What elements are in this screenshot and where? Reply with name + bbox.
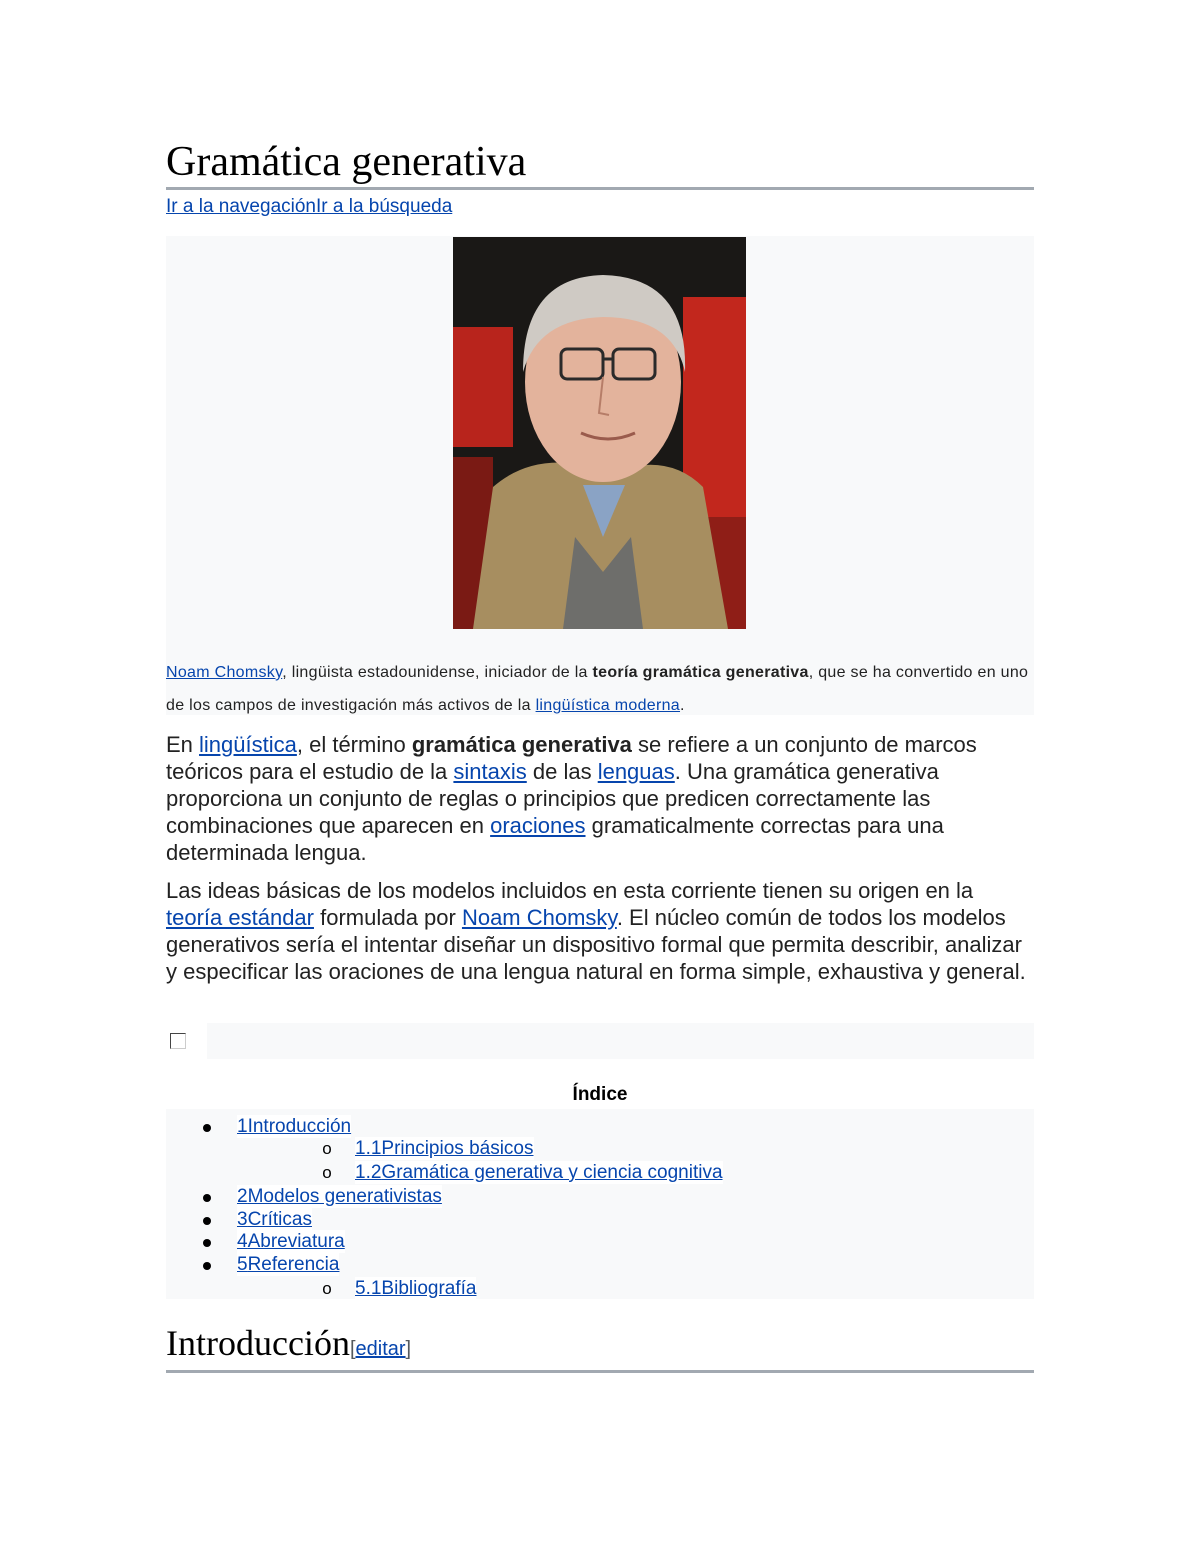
page-title: Gramática generativa [166, 137, 1034, 190]
portrait-photo[interactable] [453, 237, 746, 629]
figure-caption [166, 656, 1034, 722]
paragraph-text: se refiere a un conjunto de marcos teóricos para el estudio de la [166, 732, 977, 784]
paragraph-text: , el término [296, 732, 412, 757]
toc-toggle[interactable] [166, 1023, 207, 1059]
link-linguistica[interactable]: lingüística [199, 732, 297, 757]
table-of-contents [166, 1023, 1034, 1299]
circle-bullet-icon: o [322, 1163, 332, 1182]
circle-bullet-icon: o [322, 1279, 332, 1298]
toc-item-introduccion[interactable]: 1Introducción [237, 1115, 351, 1138]
paragraph-text: de las [526, 759, 598, 784]
jump-to-search-link[interactable]: Ir a la búsqueda [316, 196, 453, 217]
paragraph-text: En [166, 732, 200, 757]
paragraph-text: . El núcleo común de todos los modelos generativos sería el intentar diseñar un dispositivo formal que permita describir, analizar y especificar las oraciones de una lengua natural en forma simple, exhaustiva y general. [166, 905, 1026, 984]
caption-text: . [680, 697, 685, 714]
paragraph-intro [166, 731, 1034, 866]
paragraph-text: Las ideas básicas de los modelos incluidos en esta corriente tienen su origen en la [166, 878, 974, 903]
paragraph-origin [166, 877, 1034, 985]
toc-item-principios[interactable]: o 1.1Principios básicos [322, 1138, 534, 1159]
link-noam-chomsky[interactable]: Noam Chomsky [461, 905, 617, 930]
caption-field-link[interactable]: lingüística moderna [535, 697, 681, 714]
toc-item-criticas[interactable]: 3Críticas [237, 1208, 312, 1231]
bullet-icon [201, 1230, 213, 1253]
bullet-icon [201, 1208, 213, 1231]
edit-section: [editar] [349, 1338, 412, 1360]
bullet-icon [201, 1185, 213, 1208]
caption-bold-text: teoría gramática generativa [592, 664, 809, 681]
circle-bullet-icon: o [322, 1139, 332, 1158]
portrait-illustration [453, 237, 746, 629]
paragraph-text: formulada por [313, 905, 462, 930]
section-title: Introducción [166, 1323, 350, 1363]
edit-section-link[interactable]: editar [355, 1338, 406, 1360]
bullet-icon [201, 1253, 213, 1276]
toc-title: Índice [572, 1084, 628, 1105]
jump-links [166, 195, 452, 219]
toc-item-bibliografia[interactable]: o 5.1Bibliografía [322, 1278, 477, 1299]
link-lenguas[interactable]: lenguas [597, 759, 675, 784]
caption-text: , lingüista estadounidense, iniciador de la [282, 664, 593, 681]
checkbox-icon[interactable] [170, 1033, 186, 1049]
caption-person-link[interactable]: Noam Chomsky [166, 664, 283, 681]
toc-item-referencia[interactable]: 5Referencia [237, 1253, 339, 1276]
term-bold: gramática generativa [411, 732, 632, 757]
jump-to-navigation-link[interactable]: Ir a la navegación [166, 196, 316, 217]
caption-text: , que se ha convertido en uno de los campos de investigación más activos de la [166, 664, 1029, 714]
toc-item-ciencia-cognitiva[interactable]: o 1.2Gramática generativa y ciencia cognitiva [322, 1162, 723, 1183]
paragraph-text: . Una gramática generativa proporciona un conjunto de reglas o principios que predicen correctamente las combinaciones que aparecen en [166, 759, 939, 838]
toc-item-modelos[interactable]: 2Modelos generativistas [237, 1185, 442, 1208]
link-sintaxis[interactable]: sintaxis [453, 759, 527, 784]
link-oraciones[interactable]: oraciones [490, 813, 586, 838]
toc-item-abreviatura[interactable]: 4Abreviatura [237, 1230, 345, 1253]
paragraph-text: gramaticalmente correctas para una determinada lengua. [166, 813, 944, 865]
link-teoria-estandar[interactable]: teoría estándar [166, 905, 314, 930]
infobox-figure [166, 236, 1034, 715]
section-heading-introduccion [166, 1322, 1034, 1373]
bullet-icon [201, 1115, 213, 1138]
